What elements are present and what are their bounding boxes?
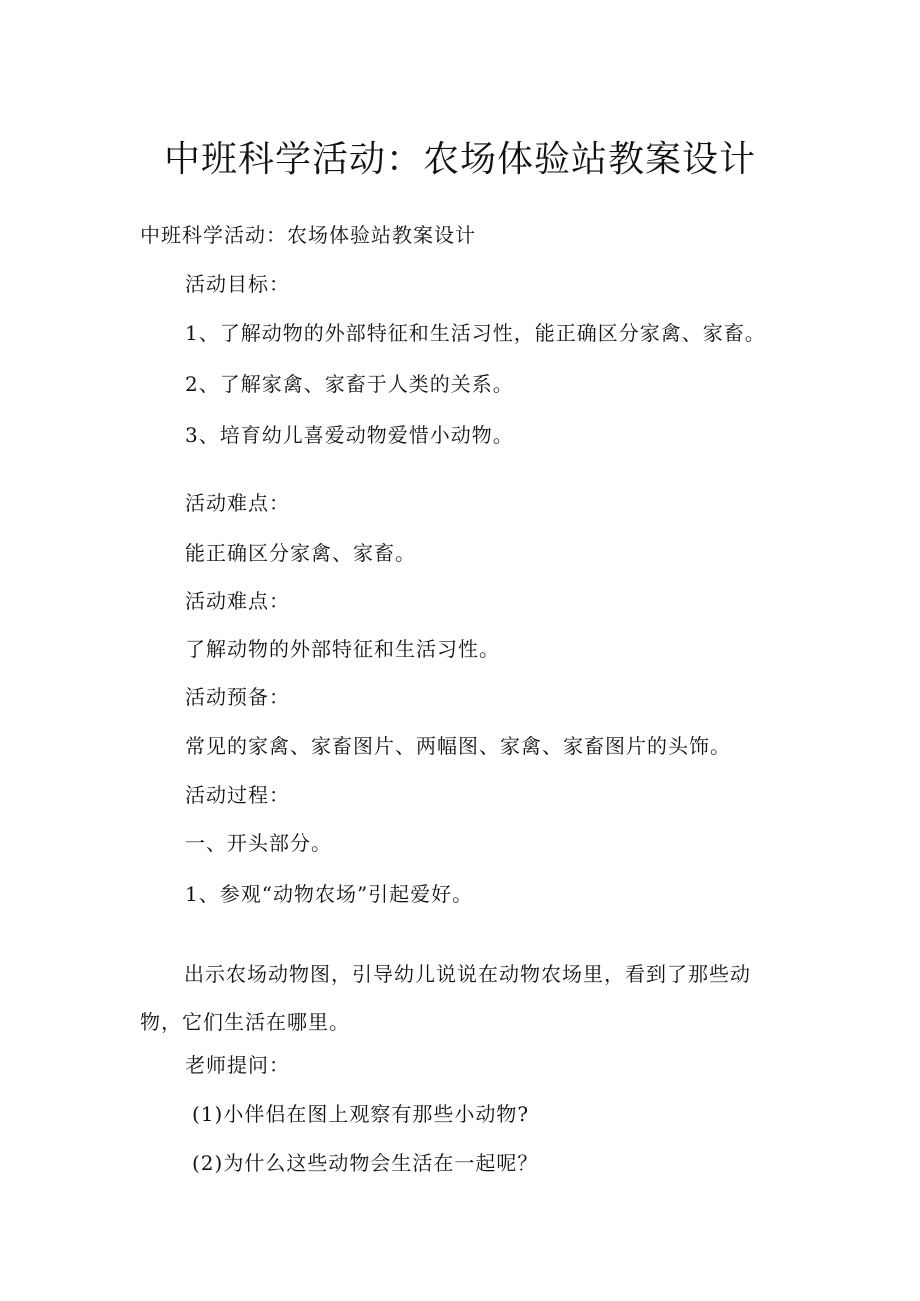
question-2: (2)为什么这些动物会生活在一起呢？ [192, 1151, 539, 1175]
goal-item-3: 3、培育幼儿喜爱动物爱惜小动物。 [185, 423, 514, 447]
step-1: 1、参观“动物农场”引起爱好。 [185, 882, 474, 906]
goal-item-1: 1、了解动物的外部特征和生活习性，能正确区分家禽、家畜。 [185, 321, 766, 345]
document-subtitle: 中班科学活动：农场体验站教案设计 [140, 223, 476, 247]
goal-item-2: 2、了解家禽、家畜于人类的关系。 [185, 372, 514, 396]
question-1: (1)小伴侣在图上观察有那些小动物? [192, 1102, 530, 1126]
teacher-heading: 老师提问： [185, 1053, 290, 1077]
step-1-text: 出示农场动物图，引导幼儿说说在动物农场里，看到了那些动物，它们生活在哪里。 [140, 962, 751, 1034]
difficulty-heading-2: 活动难点： [185, 589, 290, 613]
process-heading: 活动过程： [185, 783, 290, 807]
document-title: 中班科学活动：农场体验站教案设计 [163, 139, 756, 180]
part-1: 一、开头部分。 [185, 831, 332, 855]
difficulty-text-2: 了解动物的外部特征和生活习性。 [185, 637, 500, 661]
prep-heading: 活动预备： [185, 685, 290, 709]
prep-text: 常见的家禽、家畜图片、两幅图、家禽、家畜图片的头饰。 [185, 734, 731, 758]
goals-heading: 活动目标： [185, 272, 290, 296]
difficulty-text-1: 能正确区分家禽、家畜。 [185, 541, 416, 565]
difficulty-heading-1: 活动难点： [185, 491, 290, 515]
